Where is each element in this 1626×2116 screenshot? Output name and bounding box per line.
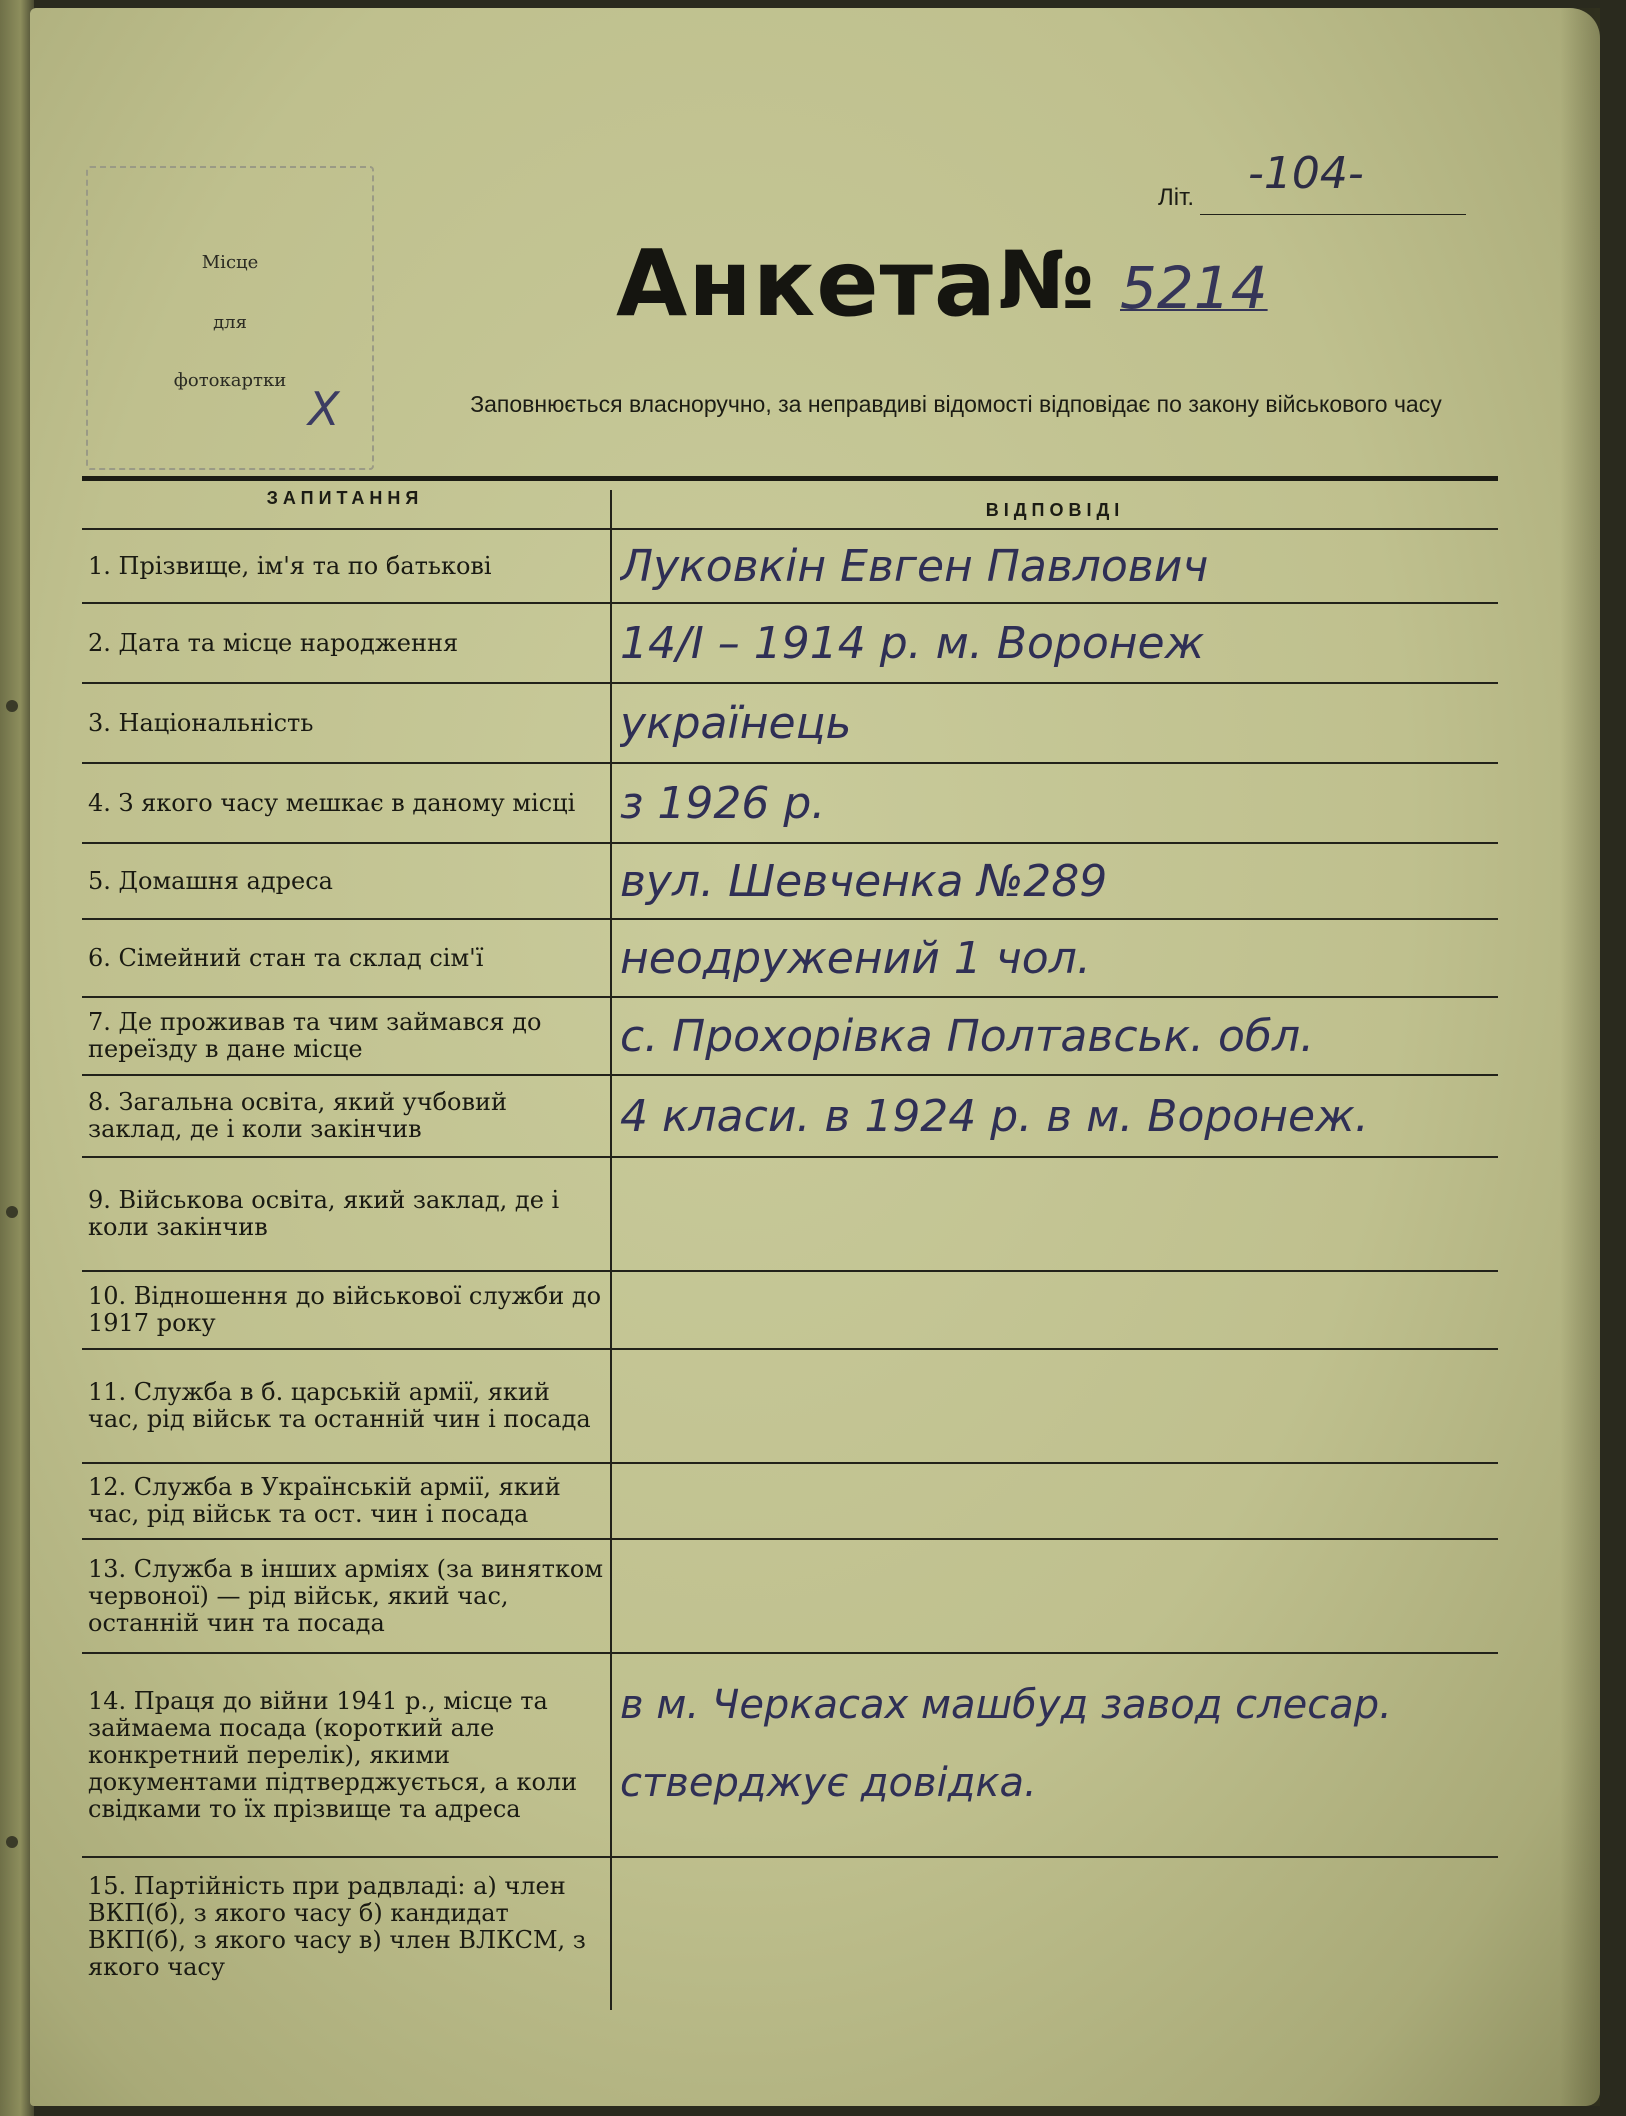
questionnaire-page [30,8,1600,2106]
question-cell [88,1654,606,1856]
answer-cell: 14/I – 1914 р. м. Воронеж [620,617,1205,669]
table-row [82,1464,1498,1540]
table-row [82,530,1498,604]
question-text: 14. Праця до війни 1941 р., місце та займаема посада (короткий але конкретний перелік), якими документами підтверджується, а коли свідками то їх прізвище та адреса [88,1686,578,1823]
answer-cell [620,1464,1490,1538]
question-text: 15. Партійність при радвладі: а) член ВКП(б), з якого часу б) кандидат ВКП(б), з якого часу в) член ВЛКСМ, з якого часу [88,1872,586,1981]
question-cell [88,764,606,842]
answer-cell [620,1158,1490,1270]
binding-hole [6,1206,18,1218]
lit-label: Літ. [1158,184,1195,211]
adjacent-page-edge [0,0,34,2116]
question-text: 3. Національність [88,708,314,737]
question-text: 11. Служба в б. царській армії, який час, рід військ та останній чин і посада [88,1378,591,1433]
column-header-answers: ВІДПОВІДІ [985,500,1125,520]
binding-hole [6,700,18,712]
question-cell [88,530,606,602]
title-number-sign: № [998,234,1095,327]
question-cell [88,920,606,996]
page-edge-shadow [1560,8,1600,2106]
question-text: 7. Де проживав та чим займався до переїзду в дане місце [88,1008,542,1063]
table-row [82,920,1498,998]
binding-hole [6,1836,18,1848]
lit-handwritten-value: -104- [1248,148,1364,199]
photo-box-label-line: для [213,312,247,333]
photo-box-handwritten-mark: X [308,382,340,436]
question-cell [88,604,606,682]
table-row [82,1272,1498,1350]
photo-box-label-line: фотокартки [173,370,287,391]
question-text: 1. Прізвище, ім'я та по батькові [88,551,492,580]
answer-cell: 4 класи. в 1924 р. в м. Воронеж. [620,1090,1369,1142]
question-cell [88,1350,606,1462]
answer-cell: неодружений 1 чол. [620,932,1091,984]
question-text: 5. Домашня адреса [88,866,333,895]
question-text: 2. Дата та місце народження [88,628,459,657]
table-row [82,998,1498,1076]
table-row [82,844,1498,920]
question-text: 10. Відношення до військової служби до 1917 року [88,1282,602,1337]
question-text: 9. Військова освіта, який заклад, де і коли закінчив [88,1186,560,1241]
question-text: 6. Сімейний стан та склад сім'ї [88,943,484,972]
table-row [82,1540,1498,1654]
question-cell [88,1272,606,1348]
answer-cell [620,1858,1490,1996]
form-instruction: Заповнюється власноручно, за неправдиві відомості відповідає по закону військового часу [470,391,1442,417]
table-row [82,1158,1498,1272]
column-header-questions: ЗАПИТАННЯ [266,488,424,508]
table-row [82,1858,1498,1996]
answer-cell [620,1540,1490,1652]
answer-cell: в м. Черкасах машбуд завод слесар. стверджує довідка. [620,1682,1392,1806]
table-row [82,684,1498,764]
table-row [82,1654,1498,1858]
answer-cell: Луковкін Евген Павлович [620,540,1209,592]
question-text: 12. Служба в Українській армії, який час, рід військ та ост. чин і посада [88,1473,561,1528]
question-cell [88,998,606,1074]
title-handwritten-number: 5214 [1120,254,1268,322]
answer-cell: українець [620,697,852,749]
question-text: 4. З якого часу мешкає в даному місці [88,788,576,817]
table-row [82,604,1498,684]
answer-cell [620,1272,1490,1348]
table-row [82,1076,1498,1158]
question-cell [88,1158,606,1270]
table-row [82,764,1498,844]
answer-cell [620,1350,1490,1462]
question-cell [88,1858,606,1996]
question-text: 13. Служба в інших арміях (за винятком червоної) — рід військ, який час, останній чин та посада [88,1554,604,1637]
question-cell [88,1540,606,1652]
table-top-rule [82,476,1498,481]
photo-box-label-line: Місце [201,252,259,273]
table-row [82,1350,1498,1464]
page-title: Анкета [616,230,998,337]
question-cell [88,684,606,762]
question-cell [88,1076,606,1156]
question-cell [88,1464,606,1538]
question-cell [88,844,606,918]
question-text: 8. Загальна освіта, який учбовий заклад, де і коли закінчив [88,1088,507,1143]
lit-underline [1200,214,1466,215]
answer-cell: вул. Шевченка №289 [620,855,1108,907]
answer-cell: з 1926 р. [620,777,826,829]
answer-cell: с. Прохорівка Полтавськ. обл. [620,1010,1315,1062]
